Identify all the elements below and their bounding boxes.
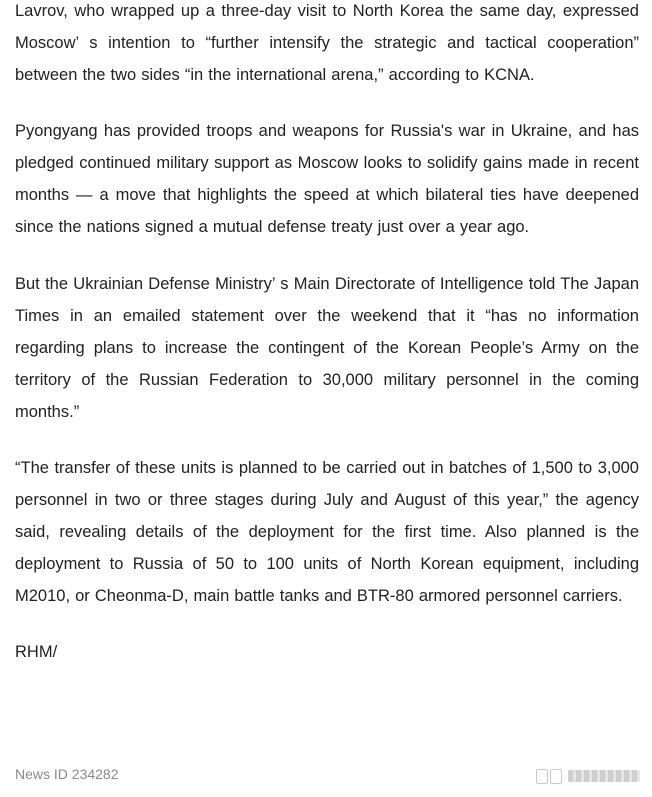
paragraph-1: Lavrov, who wrapped up a three-day visit to North Korea the same day, expressed Moscow’ s intention to “further intensify the strategic and tactical cooperation” between the two sides “in the international arena,” according to KCNA. [15, 2, 639, 84]
news-id-label: News ID 234282 [15, 766, 119, 782]
paragraph-4: “The transfer of these units is planned to be carried out in batches of 1,500 to 3,000 personnel in two or three stages during July and August of this year,” the agency said, revealing details of the deployment for the first time. Also planned is the deployment to Russia of 50 to 100 units of North Korean equipment, including M2010, or Cheonma-D, main battle tanks and BTR-80 armored personnel carriers. [15, 459, 639, 605]
watermark-glyph-icon [536, 769, 548, 784]
article-body [15, 0, 639, 668]
author-signature: RHM/ [15, 643, 58, 661]
paragraph-3: But the Ukrainian Defense Ministry’ s Main Directorate of Intelligence told The Japan Times in an emailed statement over the weekend that it “has no information regarding plans to increase the contingent of the Korean People’s Army on the territory of the Russian Federation to 30,000 military personnel in the coming months.” [15, 275, 639, 421]
watermark-glyph-icon [550, 769, 562, 784]
watermark-logo [536, 767, 646, 785]
watermark-text-mark [568, 770, 640, 782]
paragraph-2: Pyongyang has provided troops and weapons for Russia's war in Ukraine, and has pledged continued military support as Moscow looks to solidify gains made in recent months — a move that highlights the speed at which bilateral ties have deepened since the nations signed a mutual defense treaty just over a year ago. [15, 122, 639, 236]
